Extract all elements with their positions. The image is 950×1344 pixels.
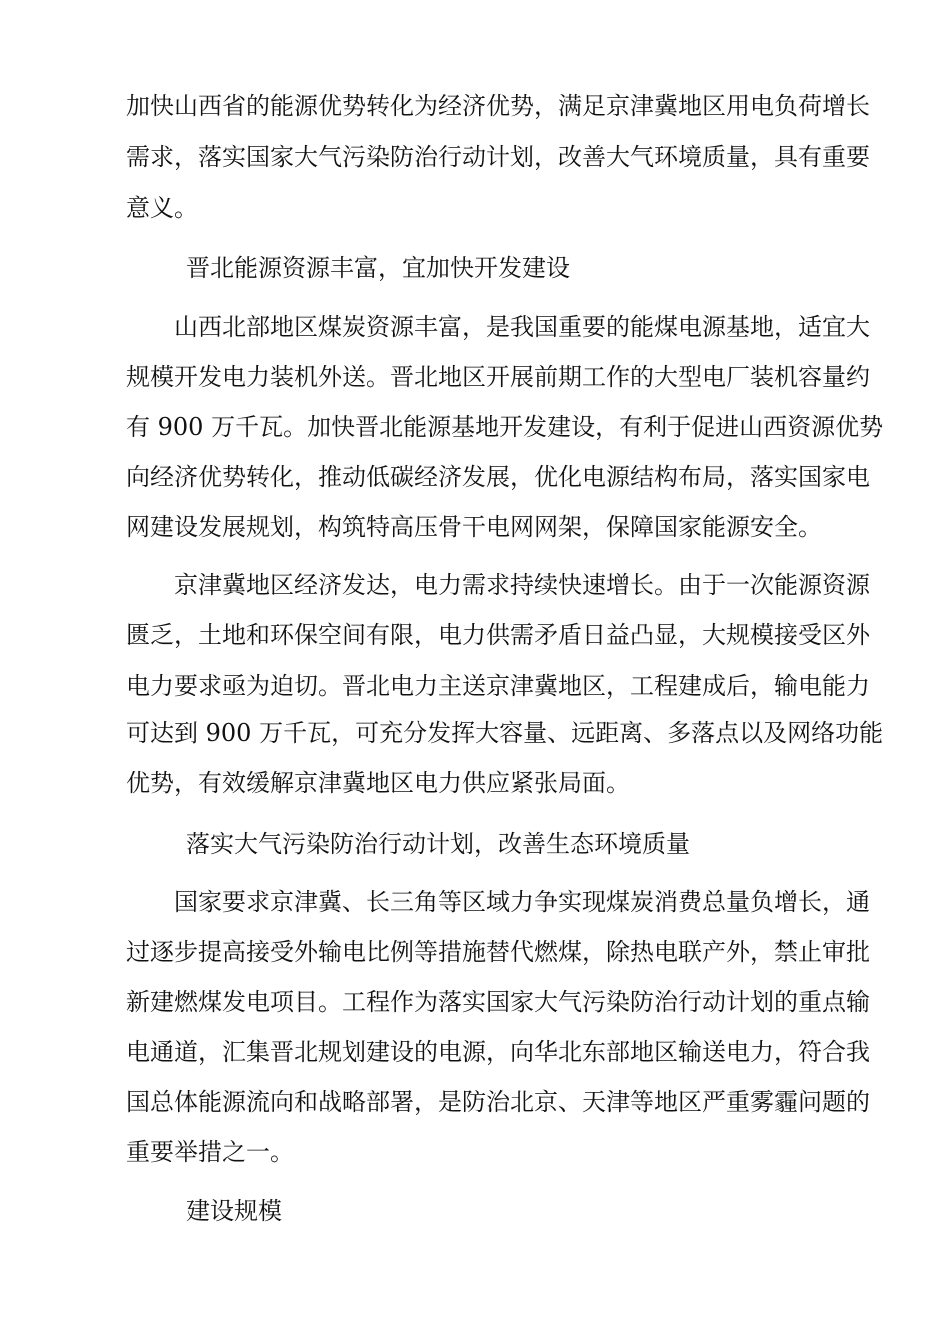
paragraph-2-line-2: 规模开发电力装机外送。晋北地区开展前期工作的大型电厂装机容量约: [126, 363, 870, 391]
paragraph-1-line-2: 需求，落实国家大气污染防治行动计划，改善大气环境质量，具有重要: [126, 143, 870, 171]
paragraph-2-line-5: 网建设发展规划，构筑特高压骨干电网网架，保障国家能源安全。: [126, 513, 822, 541]
paragraph-3-line-1: 京津冀地区经济发达，电力需求持续快速增长。由于一次能源资源: [174, 571, 870, 599]
section-heading-3: 建设规模: [186, 1197, 282, 1225]
paragraph-1-line-1: 加快山西省的能源优势转化为经济优势，满足京津冀地区用电负荷增长: [126, 92, 870, 120]
section-heading-2: 落实大气污染防治行动计划，改善生态环境质量: [186, 830, 690, 858]
paragraph-4-line-3: 新建燃煤发电项目。工程作为落实国家大气污染防治行动计划的重点输: [126, 988, 870, 1016]
paragraph-4-line-5: 国总体能源流向和战略部署，是防治北京、天津等地区严重雾霾问题的: [126, 1088, 870, 1116]
paragraph-4-line-6: 重要举措之一。: [126, 1138, 294, 1166]
paragraph-3-line-5: 优势，有效缓解京津冀地区电力供应紧张局面。: [126, 769, 630, 797]
paragraph-2-line-3: 有 900 万千瓦。加快晋北能源基地开发建设，有利于促进山西资源优势: [126, 413, 884, 441]
paragraph-2-line-1: 山西北部地区煤炭资源丰富，是我国重要的能煤电源基地，适宜大: [174, 313, 870, 341]
paragraph-3-line-2: 匮乏，土地和环保空间有限，电力供需矛盾日益凸显，大规模接受区外: [126, 621, 870, 649]
paragraph-4-line-1: 国家要求京津冀、长三角等区域力争实现煤炭消费总量负增长，通: [174, 888, 870, 916]
paragraph-2-line-4: 向经济优势转化，推动低碳经济发展，优化电源结构布局，落实国家电: [126, 463, 870, 491]
section-heading-1: 晋北能源资源丰富，宜加快开发建设: [186, 254, 570, 282]
paragraph-4-line-2: 过逐步提高接受外输电比例等措施替代燃煤，除热电联产外，禁止审批: [126, 938, 870, 966]
paragraph-4-line-4: 电通道，汇集晋北规划建设的电源，向华北东部地区输送电力，符合我: [126, 1038, 870, 1066]
paragraph-3-line-3: 电力要求亟为迫切。晋北电力主送京津冀地区，工程建成后，输电能力: [126, 672, 870, 700]
paragraph-1-line-3: 意义。: [126, 194, 198, 222]
paragraph-3-line-4: 可达到 900 万千瓦，可充分发挥大容量、远距离、多落点以及网络功能: [126, 719, 884, 747]
